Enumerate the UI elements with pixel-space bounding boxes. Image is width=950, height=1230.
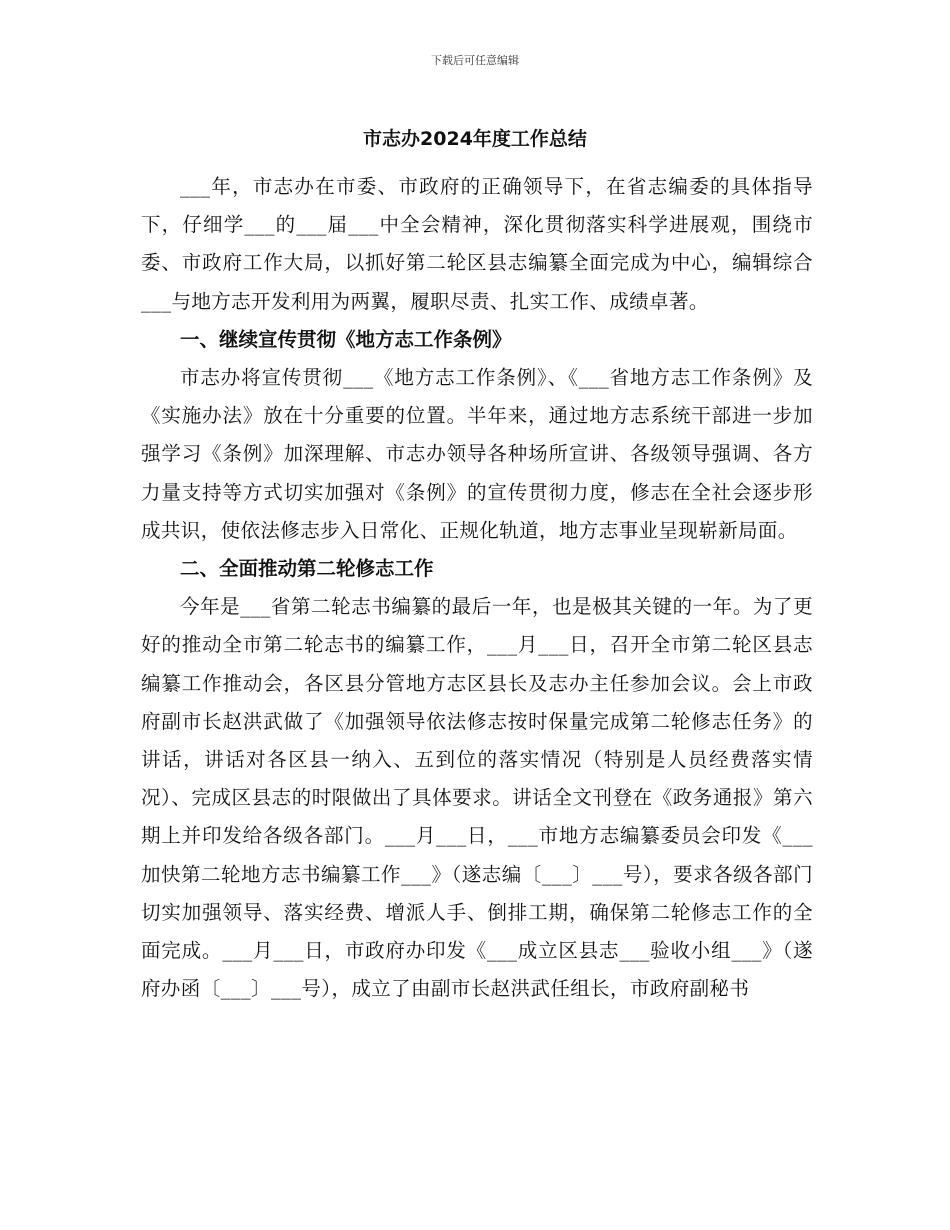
intro-paragraph: ___年，市志办在市委、市政府的正确领导下，在省志编委的具体指导下，仔细学___的___届___中全会精神，深化贯彻落实科学进展观，围绕市委、市政府工作大局，以抓好第二轮区县志编纂全面完成为中心，编辑综合___与地方志开发利用为两翼，履职尽责、扎实工作、成绩卓著。 xyxy=(141,175,813,313)
document-body xyxy=(141,168,813,1008)
section-2-heading: 二、全面推动第二轮修志工作 xyxy=(180,557,434,581)
section-1-paragraph: 市志办将宣传贯彻___《地方志工作条例》、《___省地方志工作条例》及《实施办法》放在十分重要的位置。半年来，通过地方志系统干部进一步加强学习《条例》加深理解、市志办领导各种场所宣讲、各级领导强调、各方力量支持等方式切实加强对《条例》的宣传贯彻力度，修志在全社会逐步形成共识，使依法修志步入日常化、正规化轨道，地方志事业呈现崭新局面。 xyxy=(141,366,813,542)
section-2-paragraph: 今年是___省第二轮志书编纂的最后一年，也是极其关键的一年。为了更好的推动全市第二轮志书的编纂工作，___月___日，召开全市第二轮区县志编纂工作推动会，各区县分管地方志区县长及志办主任参加会议。会上市政府副市长赵洪武做了《加强领导依法修志按时保量完成第二轮修志任务》的讲话，讲话对各区县一纳入、五到位的落实情况（特别是人员经费落实情况）、完成区县志的时限做出了具体要求。讲话全文刊登在《政务通报》第六期上并印发给各级各部门。___月___日，___市地方志编纂委员会印发《___加快第二轮地方志书编纂工作___》（遂志编〔___〕___号），要求各级各部门切实加强领导、落实经费、增派人手、倒排工期，确保第二轮修志工作的全面完成。___月___日，市政府办印发《___成立区县志___验收小组___》（遂府办函〔___〕___号），成立了由副市长赵洪武任组长，市政府副秘书 xyxy=(141,595,813,1001)
document-title: 市志办2024年度工作总结 xyxy=(363,128,587,150)
header-note: 下载后可任意编辑 xyxy=(431,54,519,67)
section-1-heading: 一、继续宣传贯彻《地方志工作条例》 xyxy=(180,327,512,351)
